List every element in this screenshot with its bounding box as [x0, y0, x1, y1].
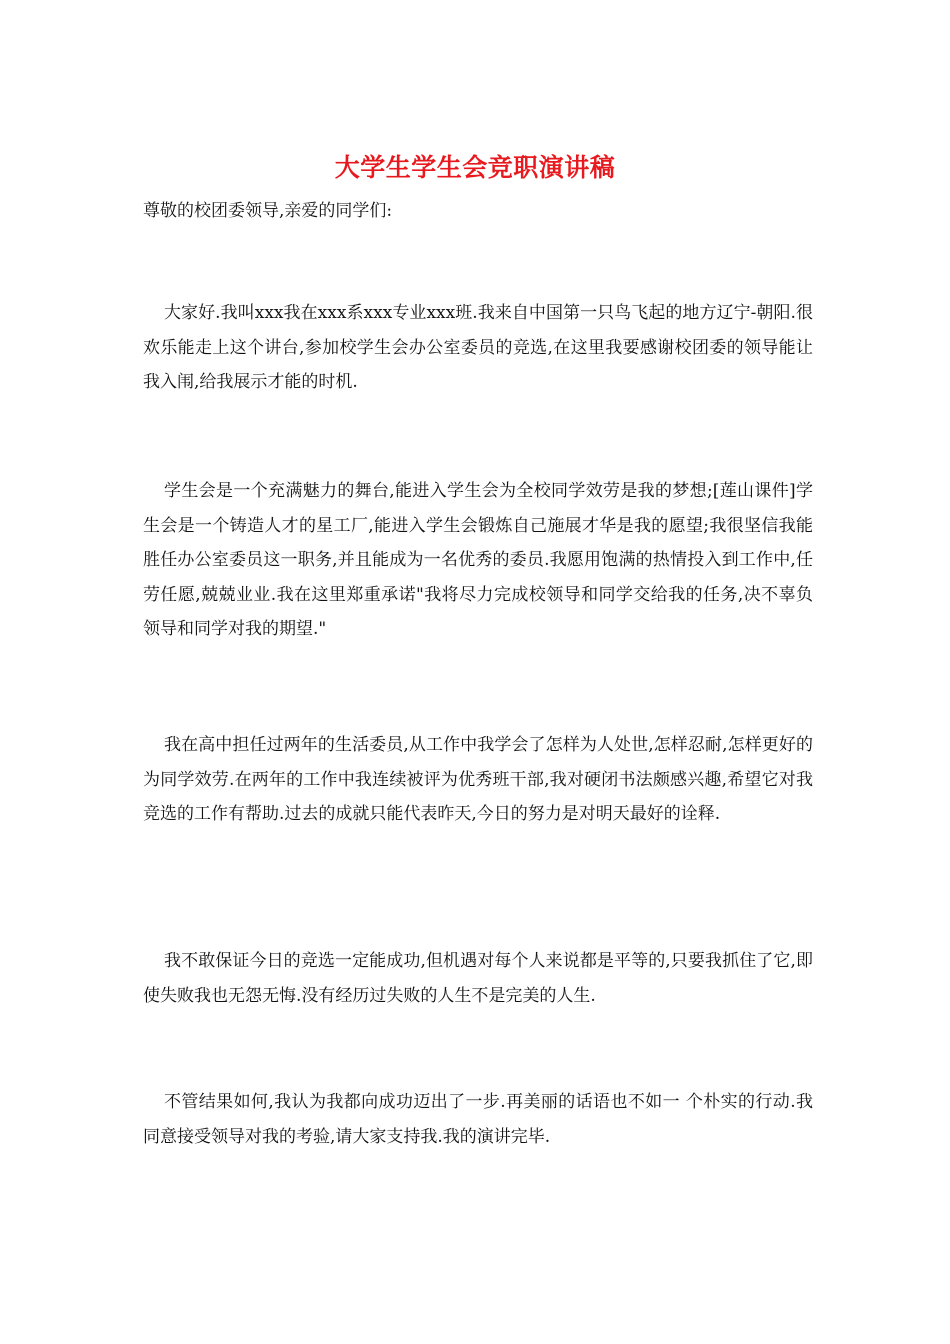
document-title: 大学生学生会竞职演讲稿	[334, 153, 616, 182]
paragraph-1: 大家好.我叫xxx我在xxx系xxx专业xxx班.我来自中国第一只鸟飞起的地方辽宁-朝阳.很欢乐能走上这个讲台,参加校学生会办公室委员的竞选,在这里我要感谢校团委的领导能让我入闱,给我展示才能的时机.	[143, 303, 813, 392]
paragraph-4: 我不敢保证今日的竞选一定能成功,但机遇对每个人来说都是平等的,只要我抓住了它,即使失败我也无怨无悔.没有经历过失败的人生不是完美的人生.	[143, 951, 813, 1006]
paragraph-2: 学生会是一个充满魅力的舞台,能进入学生会为全校同学效劳是我的梦想;[莲山课件]学生会是一个铸造人才的星工厂,能进入学生会锻炼自己施展才华是我的愿望;我很坚信我能胜任办公室委员这一职务,并且能成为一名优秀的委员.我愿用饱满的热情投入到工作中,任劳任愿,兢兢业业.我在这里郑重承诺"我将尽力完成校领导和同学交给我的任务,决不辜负领导和同学对我的期望."	[143, 481, 813, 639]
salutation: 尊敬的校团委领导,亲爱的同学们:	[143, 201, 393, 221]
paragraph-5: 不管结果如何,我认为我都向成功迈出了一步.再美丽的话语也不如一 个朴实的行动.我同意接受领导对我的考验,请大家支持我.我的演讲完毕.	[143, 1092, 813, 1147]
paragraph-3: 我在高中担任过两年的生活委员,从工作中我学会了怎样为人处世,怎样忍耐,怎样更好的为同学效劳.在两年的工作中我连续被评为优秀班干部,我对硬闭书法颇感兴趣,希望它对我竞选的工作有帮助.过去的成就只能代表昨天,今日的努力是对明天最好的诠释.	[143, 735, 813, 824]
